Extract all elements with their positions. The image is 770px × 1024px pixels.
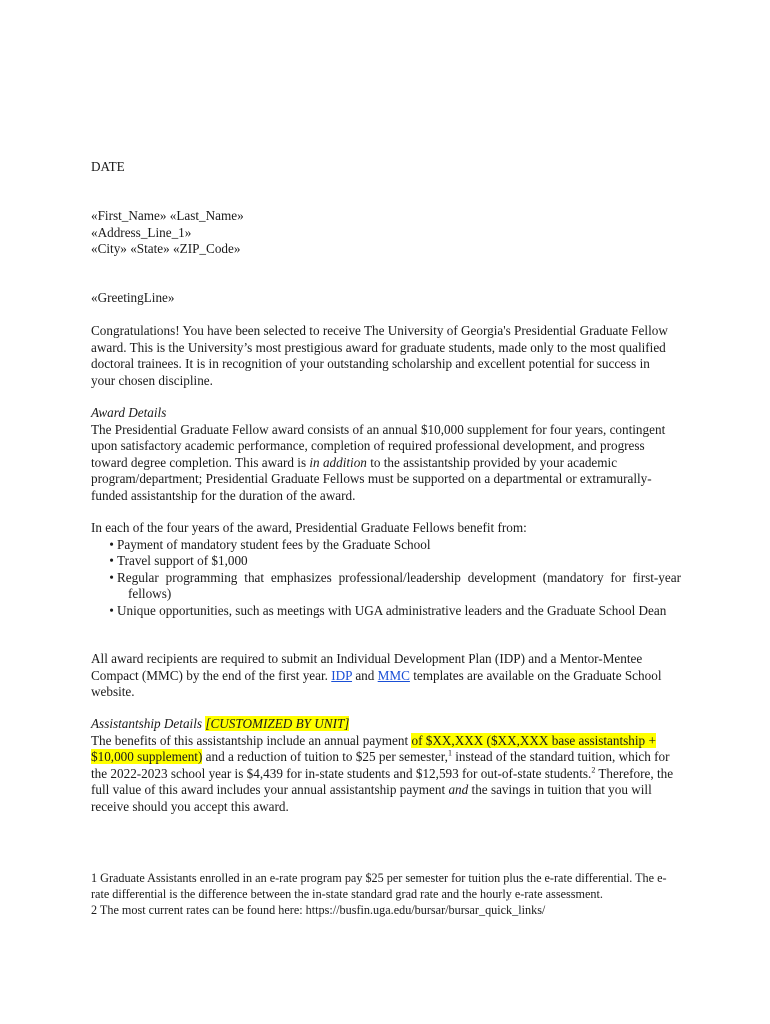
address-name-line: «First_Name» «Last_Name» <box>91 208 244 223</box>
footnote-ref-1: 1 <box>447 748 452 758</box>
date-line: DATE <box>91 159 125 174</box>
benefits-list <box>91 537 681 620</box>
footnote-2: 2 The most current rates can be found here: https://busfin.uga.edu/bursar/bursar_quick_links/ <box>91 902 546 917</box>
benefits-intro: In each of the four years of the award, Presidential Graduate Fellows benefit from: <box>91 520 527 535</box>
footnote-1: 1 Graduate Assistants enrolled in an e-rate program pay $25 per semester for tuition plus the e-rate differential. The e-rate differential is the difference between the in-state standard grad rate and the hourly e-rate assessment. <box>91 871 667 901</box>
payment-highlight: of $XX,XXX ($XX,XXX base assistantship + $10,000 supplement) <box>91 732 656 765</box>
footnotes <box>91 871 681 918</box>
award-details-paragraph <box>91 422 673 505</box>
assistantship-paragraph: The benefits of this assistantship include an annual payment of $XX,XXX ($XX,XXX base assistantship + $10,000 supplement) and a reduction of tuition to $25 per semester,$^1$ instead of the standard tuition, which for the 2022-2023 school year is $4,439 for in-state students and $12,593 for out-of-state students.$^2$ Therefore, the full value of this award includes your annual assistantship payment and the savings in tuition that you will receive should you accept this award. <box>91 732 674 814</box>
assistantship-heading-line <box>91 716 683 733</box>
benefit-item: • Travel support of $1,000 <box>109 553 248 569</box>
benefit-item: • Regular programming that emphasizes professional/leadership development (mandatory for first-year fellows) <box>109 569 681 602</box>
bullet-icon: • <box>109 553 114 569</box>
idp-link[interactable]: IDP <box>331 667 353 683</box>
customized-tag: [CUSTOMIZED BY UNIT] <box>205 716 350 731</box>
footnote-ref-2: 2 <box>591 765 596 775</box>
benefits-section <box>91 520 681 620</box>
bullet-icon: • <box>109 536 114 552</box>
address-street-line: «Address_Line_1» <box>91 224 192 240</box>
award-text-a: The Presidential Graduate Fellow award consists of an annual $10,000 supplement for four years, contingent upon satisfactory academic performance, completion of required professional development, and progress toward degree completion. This award is <box>91 421 666 470</box>
assistantship-heading: Assistantship Details <box>91 716 203 731</box>
idp-paragraph: All award recipients are required to submit an Individual Development Plan (IDP) and a Mentor-Mentee Compact (MMC) by the end of the first year. IDP and MMC templates are available on the Graduate School website. <box>91 651 662 700</box>
award-text-b: to the assistantship provided by your academic program/department; Presidential Graduate Fellows must be supported on a departmental or extramurally-funded assistantship for the duration of the award. <box>91 454 652 503</box>
benefit-item: • Unique opportunities, such as meetings with UGA administrative leaders and the Graduate School Dean <box>109 602 667 618</box>
award-details-heading: Award Details <box>91 405 167 420</box>
mmc-link[interactable]: MMC <box>377 667 410 683</box>
assistantship-section <box>91 716 683 816</box>
greeting-line: «GreetingLine» <box>91 290 175 305</box>
intro-paragraph: Congratulations! You have been selected to receive The University of Georgia's Presidential Graduate Fellow award. This is the University’s most prestigious award for graduate students, made only to the most qualified doctoral trainees. It is in recognition of your outstanding scholarship and excellent potential for success in your chosen discipline. <box>91 323 668 388</box>
bullet-icon: • <box>109 569 114 585</box>
address-city-line: «City» «State» «ZIP_Code» <box>91 241 241 257</box>
recipient-address <box>91 208 691 258</box>
award-details-section <box>91 405 673 505</box>
award-text-emphasis: in addition <box>309 454 367 470</box>
bullet-icon: • <box>109 602 114 618</box>
benefit-item: • Payment of mandatory student fees by the Graduate School <box>109 536 431 552</box>
